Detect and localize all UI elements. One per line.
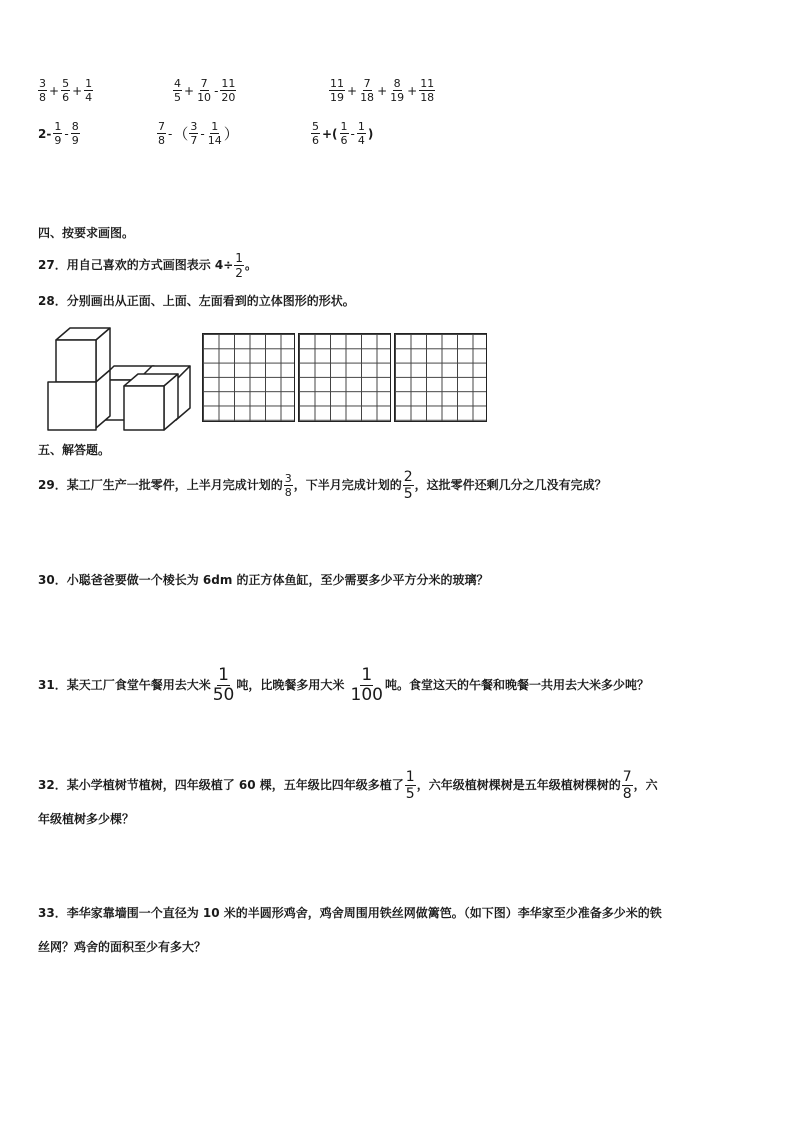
question-29: 29．某工厂生产一批零件，上半月完成计划的 $\frac{3}{8}$ ，下半月完成计划的 $\frac{2}{5}$ ，这批零件还剩几分之几没有完成？ bbox=[38, 469, 607, 502]
question-28: 28．分别画出从正面、上面、左面看到的立体图形的形状。 bbox=[38, 294, 355, 308]
expr-6: $\frac{5}{6}$ +( $\frac{1}{6}$ - $\frac{1}{4}$ ) bbox=[312, 120, 374, 147]
question-33-line-2: 丝网？鸡舍的面积至少有多大？ bbox=[38, 940, 207, 954]
question-33: 33．李华家靠墙围一个直径为 10 米的半圆形鸡舍，鸡舍周围用铁丝网做篱笆。（如下图）李华家至少准备多少米的铁 bbox=[38, 906, 662, 920]
grid-front-view[interactable] bbox=[202, 333, 295, 422]
cube-figure bbox=[44, 324, 196, 434]
expr-2: $\frac{4}{5}$ + $\frac{7}{10}$ - $\frac{11}{20}$ bbox=[174, 77, 236, 104]
question-27: 27．用自己喜欢的方式画图表示 4÷ $\frac{1}{2}$ 。 bbox=[38, 251, 257, 280]
grid-left-view[interactable] bbox=[394, 333, 487, 422]
section-5-title: 五、解答题。 bbox=[38, 443, 111, 457]
question-32-line-2: 年级植树多少棵？ bbox=[38, 812, 135, 826]
grid-top-view[interactable] bbox=[298, 333, 391, 422]
expr-5: $\frac{7}{8}$ -（ $\frac{3}{7}$ - $\frac{1}{14}$ ） bbox=[158, 120, 239, 147]
question-31: 31．某天工厂食堂午餐用去大米 $\frac{1}{50}$ 吨，比晚餐多用大米 $\frac{1}{100}$ 吨。食堂这天的午餐和晚餐一共用去大米多少吨？ bbox=[38, 665, 649, 705]
expr-4: 2- $\frac{1}{9}$ - $\frac{8}{9}$ bbox=[38, 120, 79, 147]
fraction: $\frac{3}{8}$ bbox=[39, 77, 46, 104]
expr-1: $\frac{3}{8}$ + $\frac{5}{6}$ + $\frac{1}{4}$ bbox=[39, 77, 93, 104]
expr-3: $\frac{11}{19}$ + $\frac{7}{18}$ + $\frac{8}{19}$ + $\frac{11}{18}$ bbox=[330, 77, 435, 104]
question-32: 32．某小学植树节植树，四年级植了 60 棵，五年级比四年级多植了 $\frac{1}{5}$ ，六年级植树棵树是五年级植树棵树的 $\frac{7}{8}$ ，六 bbox=[38, 769, 658, 802]
question-30: 30．小聪爸爸要做一个棱长为 6dm 的正方体鱼缸，至少需要多少平方分米的玻璃？ bbox=[38, 573, 489, 587]
section-4-title: 四、按要求画图。 bbox=[38, 226, 135, 240]
